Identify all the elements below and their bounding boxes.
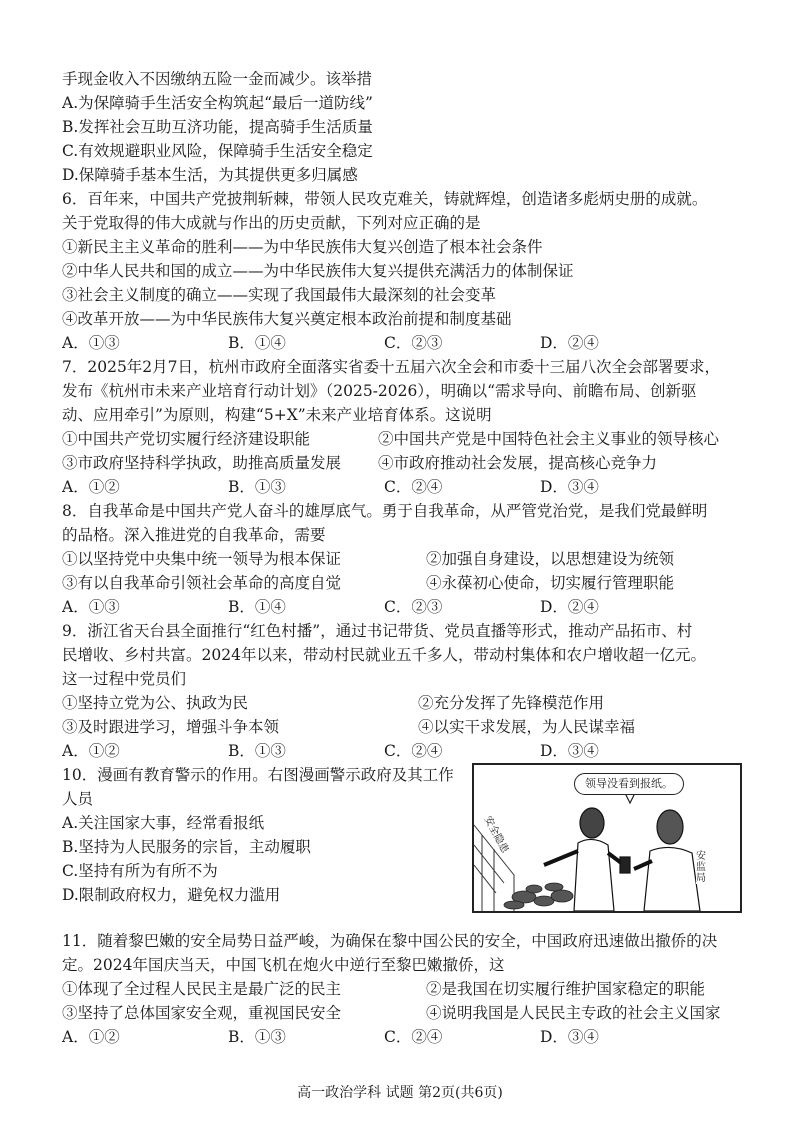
q10-stem-1: 10．漫画有教育警示的作用。右图漫画警示政府及其工作 [62, 766, 454, 784]
q8-statements-row-2 [62, 572, 752, 594]
q10-option-c: C.坚持有所为有所不为 [62, 862, 218, 880]
choice-c: C．②④ [384, 1028, 443, 1046]
choice-d: D．②④ [540, 334, 599, 352]
q10-option-b: B.坚持为人民服务的宗旨，主动履职 [62, 838, 311, 856]
q6-statement-1: ①新民主主义革命的胜利——为中华民族伟大复兴创造了根本社会条件 [62, 238, 543, 256]
q7-statements-row-1 [62, 428, 752, 450]
statement: ④永葆初心使命，切实履行管理职能 [426, 574, 675, 592]
q11-statements-row-2 [62, 1002, 752, 1024]
choice-b: B．①③ [228, 478, 286, 496]
choice-b: B．①④ [228, 598, 286, 616]
q9-stem-3: 这一过程中党员们 [62, 670, 187, 688]
q6-choices [62, 332, 752, 354]
q8-stem-2: 的品格。深入推进党的自我革命，需要 [62, 526, 326, 544]
statement: ①中国共产党切实履行经济建设职能 [62, 430, 311, 448]
choice-d: D．③④ [540, 742, 599, 760]
page-footer: 高一政治学科 试题 第2页(共6页) [297, 1085, 503, 1101]
q7-stem-2: 发布《杭州市未来产业培育行动计划》（2025-2026），明确以“需求导向、前瞻布局、创新驱 [62, 382, 697, 400]
choice-b: B．①④ [228, 334, 286, 352]
choice-c: C．②③ [384, 598, 443, 616]
statement: ④以实干求发展，为人民谋幸福 [418, 718, 636, 736]
choice-a: A．①② [62, 478, 120, 496]
q5-option-a: A.为保障骑手生活安全构筑起“最后一道防线” [62, 94, 373, 112]
q9-stem-2: 民增收、乡村共富。2024年以来，带动村民就业五千多人，带动村集体和农户增收超一亿元。 [62, 646, 706, 664]
choice-b: B．①③ [228, 1028, 286, 1046]
choice-b: B．①③ [228, 742, 286, 760]
choice-a: A．①② [62, 742, 120, 760]
q5-option-b: B.发挥社会互助互济功能，提高骑手生活质量 [62, 118, 373, 136]
choice-d: D．③④ [540, 1028, 599, 1046]
q10-option-a: A.关注国家大事，经常看报纸 [62, 814, 265, 832]
statement: ①坚持立党为公、执政为民 [62, 694, 249, 712]
q9-statements-row-2 [62, 716, 752, 738]
choice-c: C．②④ [384, 478, 443, 496]
q6-stem-2: 关于党取得的伟大成就与作出的历史贡献，下列对应正确的是 [62, 214, 481, 232]
q11-statements-row-1 [62, 978, 752, 1000]
q7-choices [62, 476, 752, 498]
q5-option-d: D.保障骑手基本生活，为其提供更多归属感 [62, 166, 358, 184]
agency-label: 安监局 [696, 851, 710, 884]
statement: ②中国共产党是中国特色社会主义事业的领导核心 [378, 430, 720, 448]
choice-c: C．②④ [384, 742, 443, 760]
q10-option-d: D.限制政府权力，避免权力滥用 [62, 886, 281, 904]
hazard-label: 安全隐患 [481, 811, 515, 857]
speech-bubble: 领导没看到报纸。 [574, 773, 684, 795]
cartoon-illustration [472, 763, 742, 913]
statement: ②充分发挥了先锋模范作用 [418, 694, 605, 712]
q11-choices [62, 1026, 752, 1048]
choice-a: A．①③ [62, 334, 120, 352]
choice-c: C．②③ [384, 334, 443, 352]
q5-option-c: C.有效规避职业风险，保障骑手生活安全稳定 [62, 142, 373, 160]
statement: ③及时跟进学习，增强斗争本领 [62, 718, 280, 736]
statement: ②是我国在切实履行维护国家稳定的职能 [426, 980, 706, 998]
q8-choices [62, 596, 752, 618]
statement: ④说明我国是人民民主专政的社会主义国家 [426, 1004, 721, 1022]
statement: ①体现了全过程人民民主是最广泛的民主 [62, 980, 342, 998]
q8-stem-1: 8．自我革命是中国共产党人奋斗的雄厚底气。勇于自我革命，从严管党治党，是我们党最鲜明 [62, 502, 708, 520]
choice-a: A．①③ [62, 598, 120, 616]
q6-stem-1: 6．百年来，中国共产党披荆斩棘，带领人民攻克难关，铸就辉煌，创造诸多彪炳史册的成就。 [62, 190, 708, 208]
statement: ①以坚持党中央集中统一领导为根本保证 [62, 550, 342, 568]
statement: ③有以自我革命引领社会革命的高度自觉 [62, 574, 342, 592]
q6-statement-4: ④改革开放——为中华民族伟大复兴奠定根本政治前提和制度基础 [62, 310, 512, 328]
statement: ②加强自身建设，以思想建设为统领 [426, 550, 675, 568]
q7-stem-1: 7．2025年2月7日，杭州市政府全面落实省委十五届六次全会和市委十三届八次全会部署要求， [62, 358, 721, 376]
q11-stem-2: 定。2024年国庆当天，中国飞机在炮火中逆行至黎巴嫩撤侨，这 [62, 956, 505, 974]
q6-statement-3: ③社会主义制度的确立——实现了我国最伟大最深刻的社会变革 [62, 286, 497, 304]
q10-stem-2: 人员 [62, 790, 94, 808]
statement: ③市政府坚持科学执政，助推高质量发展 [62, 454, 342, 472]
statement: ④市政府推动社会发展，提高核心竞争力 [378, 454, 658, 472]
q7-statements-row-2 [62, 452, 752, 474]
q9-stem-1: 9．浙江省天台县全面推行“红色村播”，通过书记带货、党员直播等形式，推动产品拓市、村 [62, 622, 693, 640]
q8-statements-row-1 [62, 548, 752, 570]
q9-statements-row-1 [62, 692, 752, 714]
q5-stem-end: 手现金收入不因缴纳五险一金而减少。该举措 [62, 70, 373, 88]
choice-d: D．③④ [540, 478, 599, 496]
q7-stem-3: 动、应用牵引”为原则，构建“5+X”未来产业培育体系。这说明 [62, 406, 492, 424]
choice-d: D．②④ [540, 598, 599, 616]
q6-statement-2: ②中华人民共和国的成立——为中华民族伟大复兴提供充满活力的体制保证 [62, 262, 574, 280]
q9-choices [62, 740, 752, 762]
statement: ③坚持了总体国家安全观，重视国民安全 [62, 1004, 342, 1022]
q11-stem-1: 11．随着黎巴嫩的安全局势日益严峻，为确保在黎中国公民的安全，中国政府迅速做出撤侨的决 [62, 932, 718, 950]
choice-a: A．①② [62, 1028, 120, 1046]
